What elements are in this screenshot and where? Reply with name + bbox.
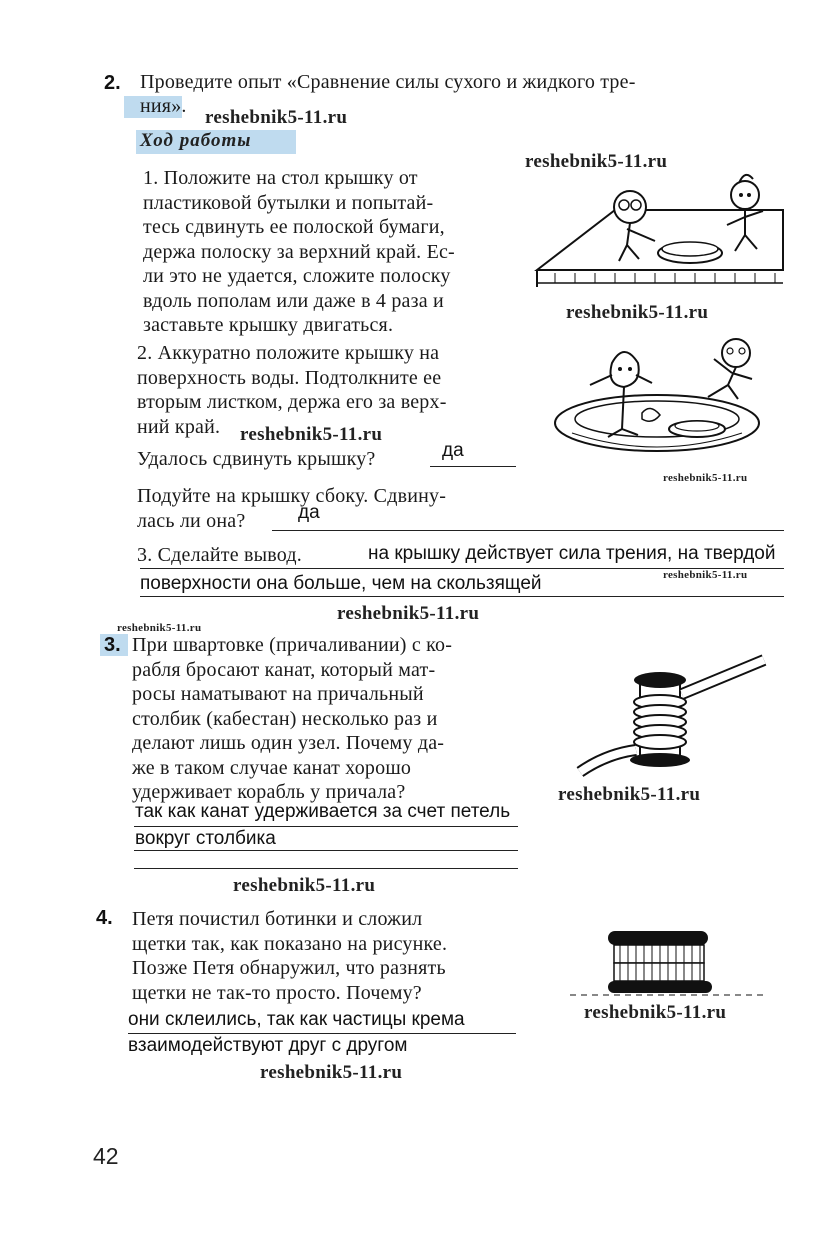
task3-line: рабля бросают канат, который мат- (132, 658, 436, 681)
task2-title-line1: Проведите опыт «Сравнение силы сухого и жидкого тре- (140, 71, 636, 93)
watermark: reshebnik5-11.ru (240, 424, 383, 445)
task3-line: же в таком случае канат хорошо (132, 756, 412, 779)
task4-answer-line2: взаимодействуют друг с другом (128, 1035, 408, 1056)
watermark-small: reshebnik5-11.ru (117, 622, 202, 634)
question2-text (137, 484, 446, 533)
task3-number: 3. (104, 634, 121, 656)
watermark: reshebnik5-11.ru (566, 302, 709, 323)
step2-line: 2. Аккуратно положите крышку на (137, 342, 440, 364)
watermark: reshebnik5-11.ru (525, 151, 668, 172)
capstan-illustration (566, 650, 771, 775)
conclusion-underline2 (140, 596, 784, 597)
step2-line: вторым листком, держа его за верх- (137, 391, 447, 413)
step1-line: 1. Положите на стол крышку от (143, 167, 418, 189)
step1-text (143, 166, 455, 338)
task3-underline1 (134, 826, 518, 827)
question2-line: лась ли она? (137, 509, 246, 532)
answer1-line (430, 466, 516, 467)
step1-line: тесь сдвинуть ее полоской бумаги, (143, 216, 445, 238)
watermark: reshebnik5-11.ru (233, 875, 376, 896)
question2-line: Подуйте на крышку сбоку. Сдвину- (137, 485, 447, 507)
task3-text (132, 633, 452, 805)
step2-line: ний край. (137, 415, 221, 438)
watermark-small: reshebnik5-11.ru (663, 569, 748, 581)
conclusion-line2: поверхности она больше, чем на скользящей (140, 573, 542, 594)
task4-number: 4. (96, 907, 113, 929)
step2-line: поверхность воды. Подтолкните ее (137, 366, 442, 389)
section-heading: Ход работы (140, 130, 252, 151)
task3-line: росы наматывают на причальный (132, 683, 424, 705)
bowl-illustration (552, 333, 767, 463)
task2-number: 2. (104, 72, 121, 94)
step3-label: 3. Сделайте вывод. (137, 544, 302, 566)
watermark: reshebnik5-11.ru (558, 784, 701, 805)
step1-line: держа полоску за верхний край. Ес- (143, 240, 455, 263)
watermark: reshebnik5-11.ru (260, 1062, 403, 1083)
conclusion-line1: на крышку действует сила трения, на твердой (368, 543, 776, 564)
watermark: reshebnik5-11.ru (584, 1002, 727, 1023)
table-illustration (535, 165, 785, 295)
step1-line: ли это не удается, сложите полоску (143, 265, 451, 287)
task3-line: При швартовке (причаливании) с ко- (132, 634, 453, 656)
question1-text: Удалось сдвинуть крышку? (137, 448, 376, 470)
task3-underline3 (134, 868, 518, 869)
task4-line: щетки так, как показано на рисунке. (132, 932, 448, 955)
step1-line: заставьте крышку двигаться. (143, 314, 394, 336)
page-number: 42 (93, 1143, 119, 1169)
task4-line: Петя почистил ботинки и сложил (132, 908, 423, 930)
watermark: reshebnik5-11.ru (337, 603, 480, 624)
answer1-text: да (442, 440, 464, 461)
step1-line: вдоль пополам или даже в 4 раза и (143, 289, 444, 312)
task3-answer-line1: так как канат удерживается за счет петель (135, 801, 511, 822)
watermark: reshebnik5-11.ru (205, 107, 348, 128)
step1-line: пластиковой бутылки и попытай- (143, 191, 434, 214)
task4-line: щетки не так-то просто. Почему? (132, 981, 422, 1004)
task2-title-line2: ния». (140, 95, 187, 117)
watermark-small: reshebnik5-11.ru (663, 472, 748, 484)
task3-line: удерживает корабль у причала? (132, 781, 406, 803)
task3-underline2 (134, 850, 518, 851)
task4-underline1 (128, 1033, 516, 1034)
task4-answer-line1: они склеились, так как частицы крема (128, 1009, 465, 1030)
task4-line: Позже Петя обнаружил, что разнять (132, 957, 446, 979)
answer2-line (272, 530, 784, 531)
task3-line: столбик (кабестан) несколько раз и (132, 707, 438, 730)
brushes-illustration (570, 925, 770, 1005)
answer2-text: да (298, 502, 320, 523)
task4-text (132, 907, 447, 1005)
task3-answer-line2: вокруг столбика (135, 828, 276, 849)
task3-line: делают лишь один узел. Почему да- (132, 732, 445, 754)
